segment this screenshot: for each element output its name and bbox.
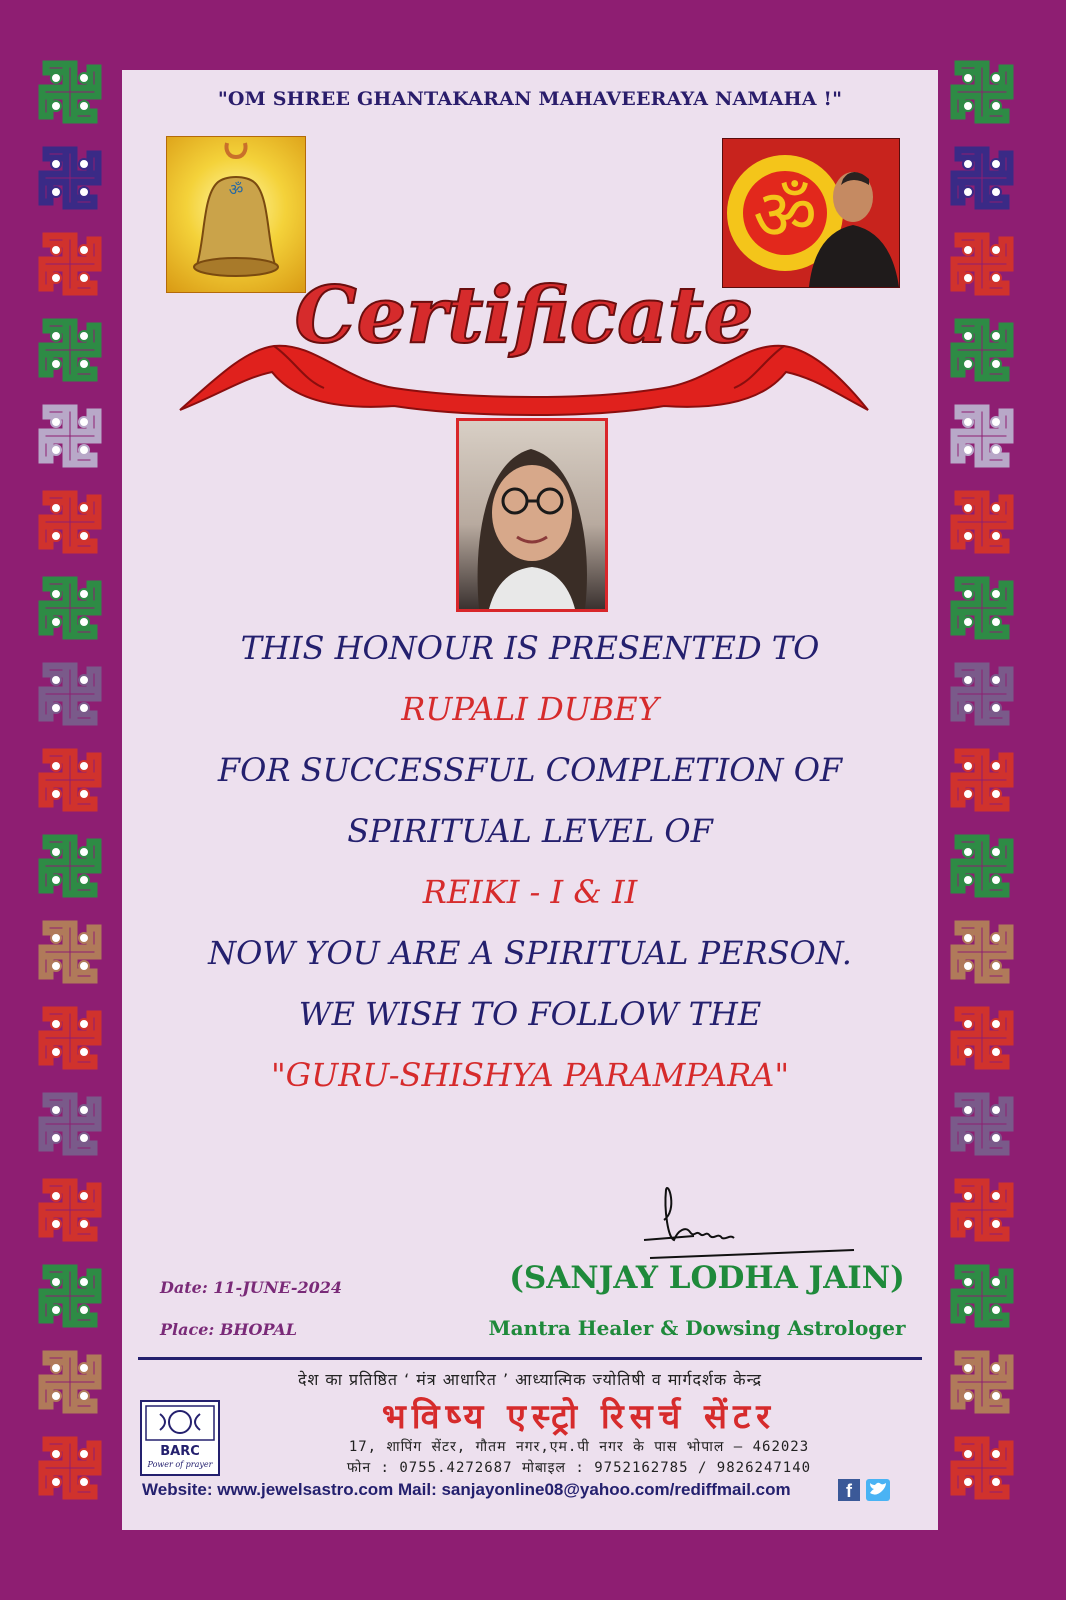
swastika-icon (950, 146, 1014, 210)
footer-divider (138, 1357, 922, 1360)
svg-text:ॐ: ॐ (753, 174, 817, 256)
course-level: REIKI - I & II (422, 873, 638, 911)
swastika-icon (950, 1436, 1014, 1500)
logo-text: BARC (160, 1444, 200, 1459)
swastika-icon (38, 1350, 102, 1414)
svg-text:ॐ: ॐ (228, 180, 244, 199)
swastika-icon (950, 404, 1014, 468)
swastika-icon (38, 1006, 102, 1070)
swastika-icon (950, 662, 1014, 726)
swastika-icon (950, 1006, 1014, 1070)
swastika-icon (950, 1350, 1014, 1414)
swastika-icon (38, 1178, 102, 1242)
left-border (38, 60, 110, 1522)
citation-line-1: THIS HONOUR IS PRESENTED TO (240, 629, 820, 667)
swastika-icon (950, 920, 1014, 984)
facebook-icon[interactable]: f (838, 1479, 860, 1501)
citation-line-7: WE WISH TO FOLLOW THE (298, 995, 762, 1033)
swastika-icon (950, 60, 1014, 124)
barc-logo (140, 1400, 220, 1476)
address: 17, शापिंग सेंटर, गौतम नगर,एम.पी नगर के पास भोपाल – 462023 (348, 1439, 810, 1455)
swastika-icon (950, 576, 1014, 640)
mantra-heading: "OM SHREE GHANTAKARAN MAHAVEERAYA NAMAHA !" (217, 88, 843, 110)
website-mail[interactable]: Website: www.jewelsastro.com Mail: sanjayonline08@yahoo.com/rediffmail.com (142, 1480, 791, 1499)
certificate-card (122, 70, 938, 1530)
citation-line-6: NOW YOU ARE A SPIRITUAL PERSON. (208, 934, 852, 972)
organization-name: भविष्य एस्ट्रो रिसर्च सेंटर (381, 1397, 777, 1437)
swastika-icon (950, 318, 1014, 382)
recipient-name: RUPALI DUBEY (401, 690, 659, 728)
swastika-icon (38, 146, 102, 210)
swastika-icon (38, 748, 102, 812)
signatory-role: Mantra Healer & Dowsing Astrologer (488, 1316, 906, 1340)
swastika-icon (38, 232, 102, 296)
swastika-icon (950, 1092, 1014, 1156)
right-border (950, 60, 1022, 1522)
signatory-name: (SANJAY LODHA JAIN) (509, 1260, 905, 1296)
signature-mark (634, 1180, 864, 1260)
swastika-icon (38, 1264, 102, 1328)
swastika-icon (38, 490, 102, 554)
swastika-icon (38, 834, 102, 898)
footer-tagline: देश का प्रतिष्ठित ‘ मंत्र आधारित ’ आध्यात्मिक ज्योतिषी व मार्गदर्शक केन्द्र (297, 1370, 763, 1389)
swastika-icon (38, 662, 102, 726)
citation-line-8: "GURU-SHISHYA PARAMPARA" (270, 1056, 790, 1094)
barc-emblem-icon (142, 1402, 218, 1442)
swastika-icon (950, 1178, 1014, 1242)
certificate-title: Certificate (294, 270, 754, 361)
swastika-icon (950, 748, 1014, 812)
citation-text (122, 618, 938, 1106)
twitter-icon[interactable] (866, 1479, 890, 1501)
swastika-icon (38, 404, 102, 468)
swastika-icon (38, 318, 102, 382)
citation-line-3: FOR SUCCESSFUL COMPLETION OF (217, 751, 843, 789)
swastika-icon (38, 920, 102, 984)
issue-place: Place: BHOPAL (160, 1320, 297, 1339)
swastika-icon (38, 60, 102, 124)
swastika-icon (950, 232, 1014, 296)
certificate-title-banner (174, 260, 874, 420)
issue-date: Date: 11-JUNE-2024 (160, 1278, 343, 1297)
swastika-icon (38, 1436, 102, 1500)
swastika-icon (38, 576, 102, 640)
phone-numbers: फोन : 0755.4272687 मोबाइल : 9752162785 / 9826247140 (346, 1460, 812, 1476)
swastika-icon (950, 1264, 1014, 1328)
swastika-icon (38, 1092, 102, 1156)
logo-tagline: Power of prayer (147, 1460, 213, 1469)
recipient-photo (456, 418, 608, 612)
citation-line-4: SPIRITUAL LEVEL OF (347, 812, 713, 850)
swastika-icon (950, 490, 1014, 554)
person-photo-icon (459, 421, 605, 609)
swastika-icon (950, 834, 1014, 898)
